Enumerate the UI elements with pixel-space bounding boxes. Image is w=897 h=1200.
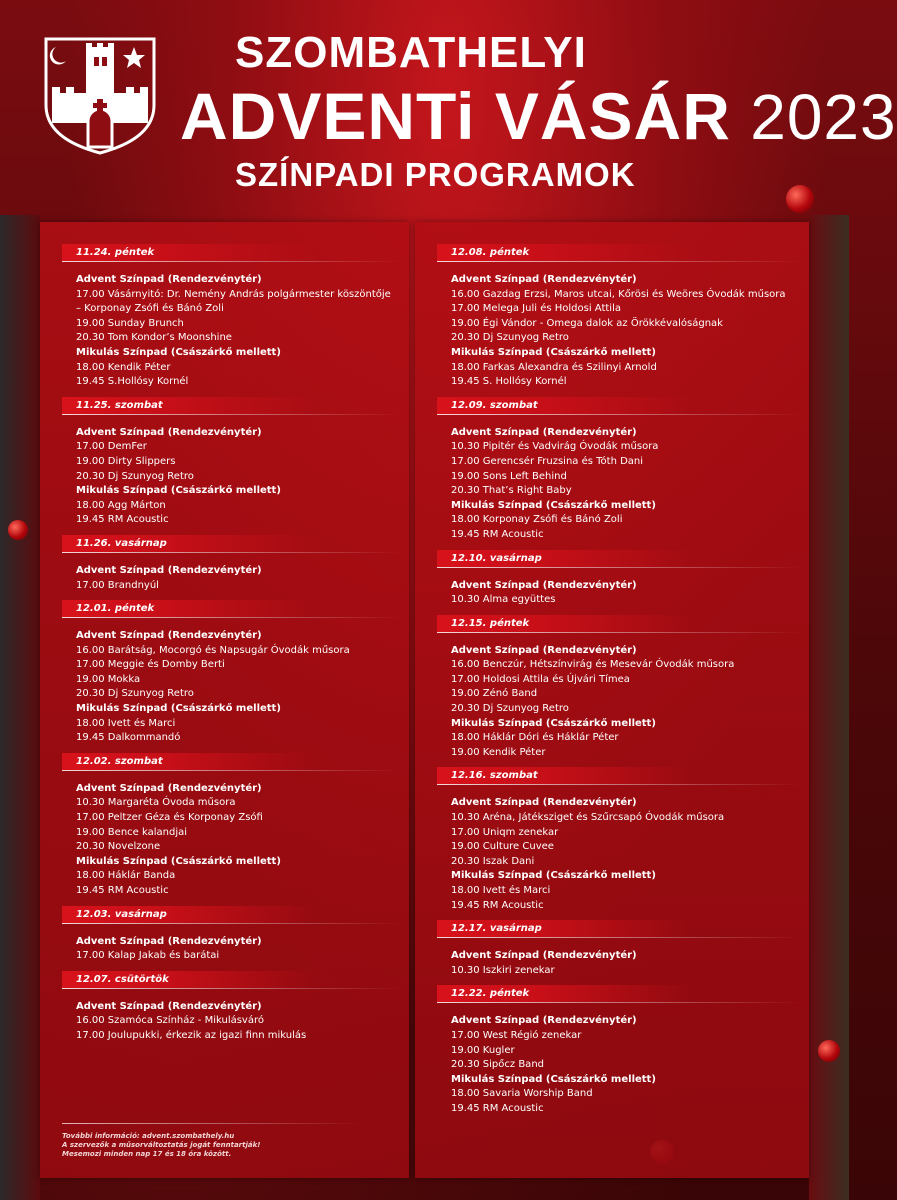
program-item: 19.45 RM Acoustic: [451, 528, 544, 540]
program-item: 18.00 Ivett és Marci: [451, 885, 551, 896]
program-item: 19.00 Culture Cuvee: [451, 841, 554, 853]
program-item: 17.00 Gerencsér Fruzsina és Tóth Dani: [451, 455, 644, 467]
program-item: 17.00 Peltzer Géza és Korponay Zsófi: [76, 812, 263, 824]
day-section: [62, 753, 401, 899]
title-year: 2023: [750, 81, 897, 153]
footer-divider: [62, 1123, 362, 1124]
program-item: 18.00 Ivett és Marci: [76, 717, 176, 729]
stage-name: Advent Színpad (Rendezvénytér): [76, 782, 262, 794]
program-item: 17.00 Holdosi Attila és Újvári Tímea: [451, 673, 630, 685]
stage-name: Advent Színpad (Rendezvénytér): [451, 644, 637, 656]
program-item: 20.30 Tom Kondor’s Moonshine: [76, 332, 232, 344]
program-item: 19.00 Zénó Band: [451, 688, 538, 700]
day-divider: [62, 988, 401, 989]
stage-name: Mikulás Színpad (Császárkő mellett): [451, 346, 656, 358]
program-item: 18.00 Korponay Zsófi és Bánó Zoli: [451, 514, 623, 526]
poster-header: [0, 0, 897, 215]
day-divider: [437, 567, 801, 568]
stage-name: Mikulás Színpad (Császárkő mellett): [76, 346, 281, 358]
stage-name: Mikulás Színpad (Császárkő mellett): [451, 499, 656, 511]
city-coat-of-arms-icon: [42, 35, 158, 155]
program-item: 19.00 Dirty Slippers: [76, 455, 176, 467]
day-date-header: 11.25. szombat: [62, 397, 316, 414]
program-item: 19.00 Kendik Péter: [451, 746, 546, 758]
stage-name: Advent Színpad (Rendezvénytér): [76, 426, 262, 438]
program-item: 18.00 Háklár Dóri és Háklár Péter: [451, 732, 619, 744]
day-date-header: 12.22. péntek: [437, 985, 691, 1002]
program-item: 19.45 RM Acoustic: [76, 514, 169, 526]
day-date-header: 11.24. péntek: [62, 244, 316, 261]
program-item: 16.00 Gazdag Erzsi, Maros utcai, Kőrösi és Weöres Óvodák műsora: [451, 288, 786, 300]
program-item: 20.30 Sipőcz Band: [451, 1059, 544, 1071]
program-item: 19.00 Égi Vándor - Omega dalok az Örökkévalóságnak: [451, 317, 723, 329]
day-date-header: 12.17. vasárnap: [437, 920, 691, 937]
day-date-header: 12.07. csütörtök: [62, 971, 316, 988]
program-item: 17.00 Meggie és Domby Berti: [76, 659, 225, 671]
program-item: 17.00 West Régió zenekar: [451, 1029, 582, 1041]
program-item: 20.30 Dj Szunyog Retro: [451, 703, 569, 715]
stage-name: Advent Színpad (Rendezvénytér): [76, 564, 262, 576]
program-item: 10.30 Margaréta Óvoda műsora: [76, 797, 236, 809]
program-item: 16.00 Szamóca Színház - Mikulásváró: [76, 1015, 264, 1027]
ornament-ball-icon: [818, 1040, 840, 1062]
schedule-column-right: [415, 222, 809, 1178]
day-date-header: 12.01. péntek: [62, 600, 316, 617]
day-section: [437, 615, 801, 761]
stage-name: Advent Színpad (Rendezvénytér): [76, 630, 262, 642]
program-item: 19.45 S.Hollósy Kornél: [76, 376, 189, 388]
program-item: 10.30 Alma együttes: [451, 594, 556, 606]
day-section: [437, 920, 801, 978]
title-line-main: [180, 78, 897, 154]
program-item: 19.00 Sunday Brunch: [76, 317, 184, 329]
day-section: [437, 397, 801, 543]
stage-name: Advent Színpad (Rendezvénytér): [451, 950, 637, 962]
program-item: 18.00 Savaria Worship Band: [451, 1088, 593, 1100]
day-date-header: 12.03. vasárnap: [62, 906, 316, 923]
stage-name: Mikulás Színpad (Császárkő mellett): [451, 870, 656, 882]
day-divider: [437, 784, 801, 785]
schedule-list-right: [437, 244, 801, 1124]
background-left-decoration: [0, 215, 40, 1200]
day-divider: [62, 552, 401, 553]
day-section: [62, 971, 401, 1044]
program-item: 17.00 Uniqm zenekar: [451, 826, 559, 838]
program-item: 20.30 Iszak Dani: [451, 855, 535, 867]
program-item: 10.30 Aréna, Játéksziget és Szűrcsapó Óvodák műsora: [451, 812, 725, 824]
stage-name: Advent Színpad (Rendezvénytér): [451, 426, 637, 438]
day-divider: [62, 923, 401, 924]
ornament-ball-icon: [8, 520, 28, 540]
program-item: 17.00 DemFer: [76, 441, 147, 453]
schedule-list-left: [62, 244, 401, 1051]
stage-name: Advent Színpad (Rendezvénytér): [76, 1000, 262, 1012]
program-item: 19.45 RM Acoustic: [76, 885, 169, 896]
program-item: 18.00 Farkas Alexandra és Szilinyi Arnold: [451, 361, 657, 373]
title-line-subtitle: SZÍNPADI PROGRAMOK: [235, 156, 636, 193]
day-date-header: 12.15. péntek: [437, 615, 691, 632]
day-date-header: 12.16. szombat: [437, 767, 691, 784]
day-date-header: 12.08. péntek: [437, 244, 691, 261]
stage-name: Advent Színpad (Rendezvénytér): [451, 797, 637, 809]
footer-info-line: További információ: advent.szombathely.hu: [62, 1132, 235, 1140]
footer-disclaimer-line: A szervezők a műsorváltoztatás jogát fenntartják!: [62, 1141, 261, 1149]
day-divider: [62, 617, 401, 618]
stage-name: Mikulás Színpad (Császárkő mellett): [76, 703, 281, 715]
day-section: [62, 535, 401, 593]
day-divider: [437, 261, 801, 262]
program-item: 19.45 RM Acoustic: [451, 899, 544, 911]
title-line-city: SZOMBATHELYI: [235, 28, 587, 77]
day-divider: [62, 414, 401, 415]
program-item: 10.30 Pipitér és Vadvirág Óvodák műsora: [451, 441, 659, 453]
day-date-header: 11.26. vasárnap: [62, 535, 316, 552]
program-item: 19.45 RM Acoustic: [451, 1102, 544, 1114]
day-section: [437, 244, 801, 390]
stage-name: Advent Színpad (Rendezvénytér): [451, 274, 637, 285]
program-item: 16.00 Benczúr, Hétszínvirág és Mesevár Óvodák műsora: [451, 659, 735, 671]
day-section: [437, 985, 801, 1116]
program-item: 19.45 Dalkommandó: [76, 732, 181, 744]
program-item: 20.30 Dj Szunyog Retro: [451, 332, 569, 344]
day-date-header: 12.09. szombat: [437, 397, 691, 414]
day-section: [62, 244, 401, 390]
footer-mesemozi-line: Mesemozi minden nap 17 és 18 óra között.: [62, 1150, 232, 1158]
program-item: 19.45 S. Hollósy Kornél: [451, 376, 567, 388]
program-item: 16.00 Barátság, Mocorgó és Napsugár Óvodák műsora: [76, 644, 350, 656]
day-section: [437, 767, 801, 913]
stage-name: Advent Színpad (Rendezvénytér): [451, 1015, 637, 1027]
day-section: [62, 600, 401, 746]
day-divider: [62, 770, 401, 771]
program-item: 19.00 Bence kalandjai: [76, 826, 188, 838]
stage-name: Mikulás Színpad (Császárkő mellett): [451, 717, 656, 729]
title-main-text: ADVENTi VÁSÁR: [180, 79, 731, 153]
day-section: [62, 906, 401, 964]
program-item: 17.00 Joulupukki, érkezik az igazi finn mikulás: [76, 1029, 307, 1041]
day-section: [62, 397, 401, 528]
day-divider: [437, 937, 801, 938]
footer-notes: [62, 1132, 382, 1159]
day-section: [437, 550, 801, 608]
day-divider: [437, 632, 801, 633]
day-divider: [437, 1002, 801, 1003]
program-item: 17.00 Kalap Jakab és barátai: [76, 950, 220, 962]
program-item: 20.30 Novelzone: [76, 841, 161, 853]
schedule-column-left: [40, 222, 409, 1178]
program-item: 10.30 Iszkiri zenekar: [451, 964, 555, 976]
day-date-header: 12.10. vasárnap: [437, 550, 691, 567]
program-item: 17.00 Vásárnyitó: Dr. Nemény András polgármester köszöntője – Korponay Zsófi és Bánó Zoli: [76, 288, 391, 315]
program-item: 19.00 Sons Left Behind: [451, 470, 567, 482]
program-item: 17.00 Brandnyúl: [76, 579, 159, 591]
day-divider: [62, 261, 401, 262]
program-item: 20.30 Dj Szunyog Retro: [76, 470, 194, 482]
program-item: 20.30 Dj Szunyog Retro: [76, 688, 194, 700]
program-item: 18.00 Kendik Péter: [76, 361, 171, 373]
stage-name: Mikulás Színpad (Császárkő mellett): [76, 485, 281, 497]
stage-name: Advent Színpad (Rendezvénytér): [76, 274, 262, 285]
stage-name: Mikulás Színpad (Császárkő mellett): [451, 1073, 656, 1085]
stage-name: Advent Színpad (Rendezvénytér): [76, 935, 262, 947]
stage-name: Mikulás Színpad (Császárkő mellett): [76, 855, 281, 867]
stage-name: Advent Színpad (Rendezvénytér): [451, 579, 637, 591]
day-date-header: 12.02. szombat: [62, 753, 316, 770]
program-item: 18.00 Agg Márton: [76, 499, 166, 511]
program-item: 19.00 Mokka: [76, 673, 141, 685]
program-item: 20.30 That’s Right Baby: [451, 485, 572, 497]
day-divider: [437, 414, 801, 415]
program-item: 18.00 Háklár Banda: [76, 870, 176, 882]
program-item: 19.00 Kugler: [451, 1044, 515, 1056]
program-item: 17.00 Melega Juli és Holdosi Attila: [451, 303, 621, 315]
